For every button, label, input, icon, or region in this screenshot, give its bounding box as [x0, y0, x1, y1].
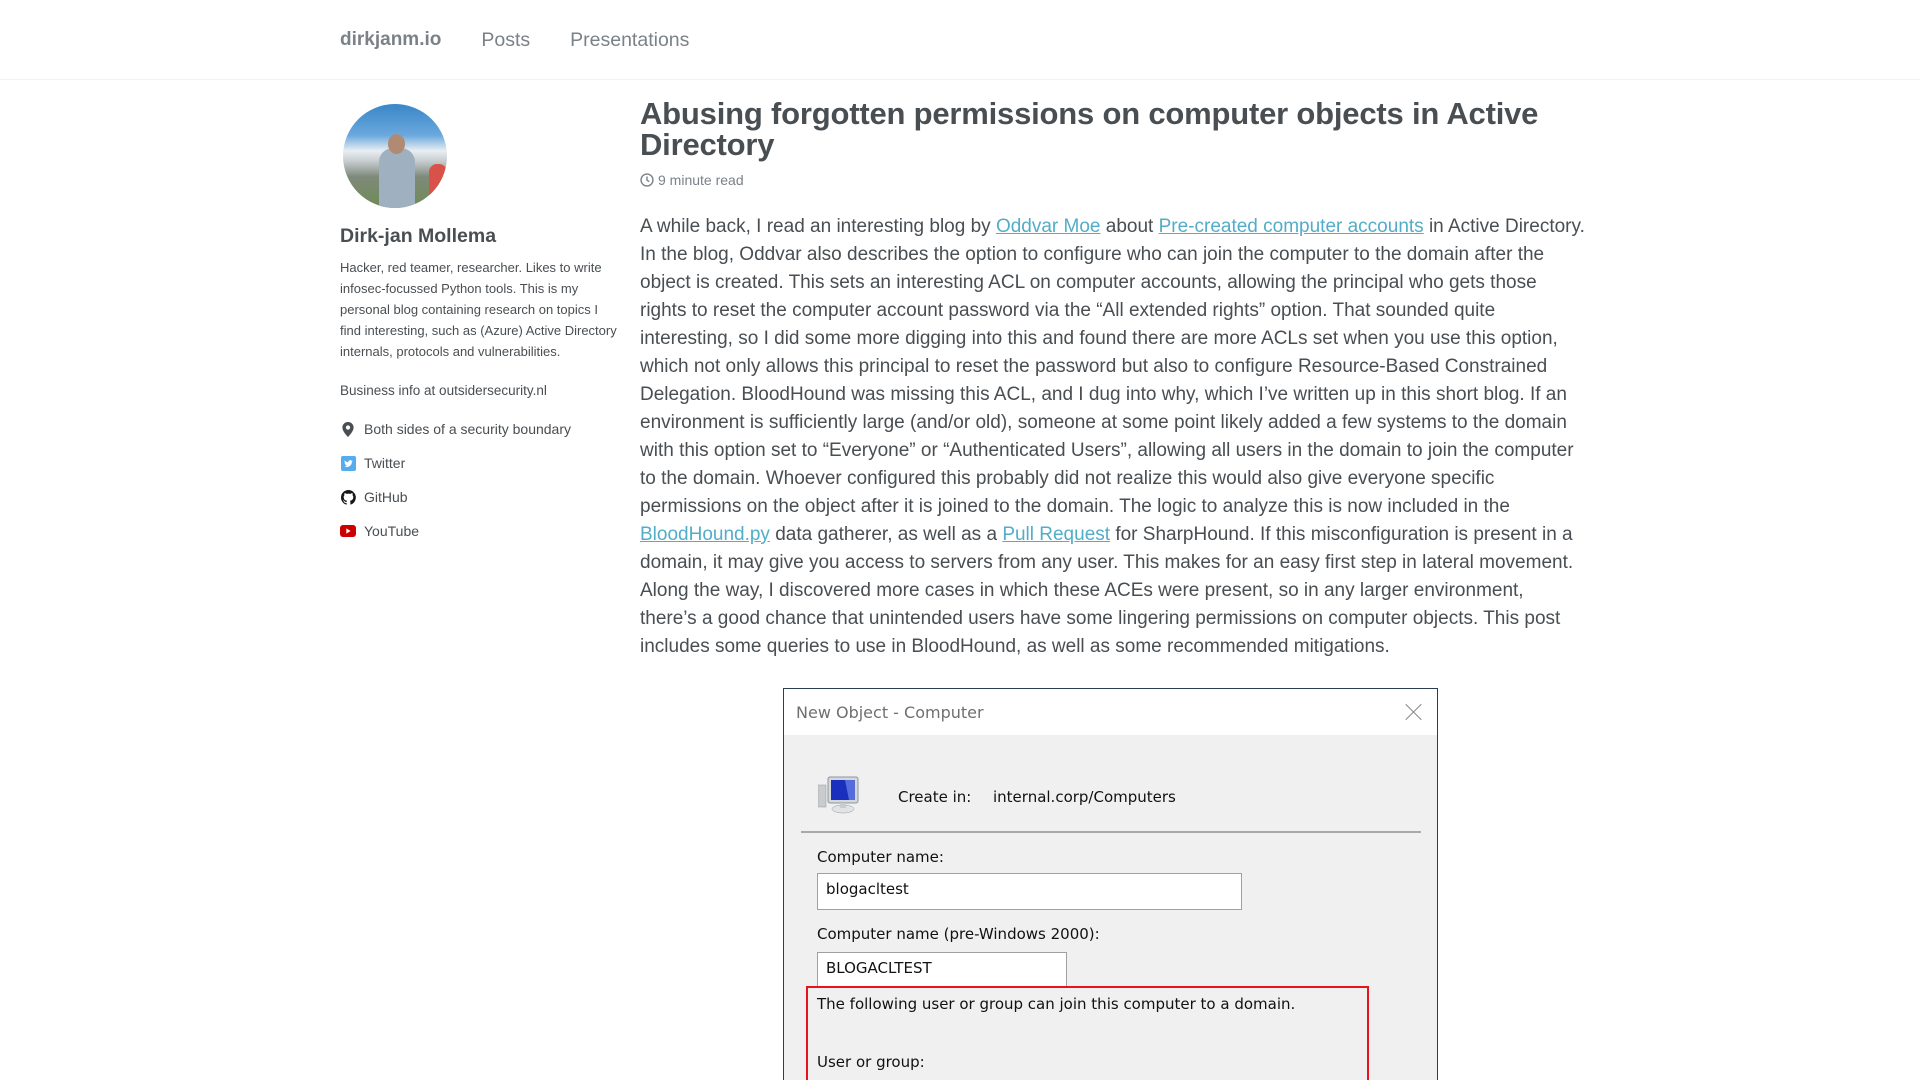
link-bloodhound-py[interactable]: BloodHound.py [640, 524, 770, 545]
masthead [0, 0, 1920, 80]
page-title: Abusing forgotten permissions on computer objects in Active Directory [640, 96, 1539, 162]
link-pull-request[interactable]: Pull Request [1002, 524, 1111, 545]
avatar-head-shape [388, 134, 405, 154]
close-icon [1405, 703, 1423, 721]
avatar-person-shape [379, 148, 415, 208]
site-title-link[interactable]: dirkjanm.io [340, 29, 442, 50]
twitter-icon [340, 455, 356, 471]
site-nav [340, 0, 729, 80]
computer-name-field: blogacltest [817, 873, 1242, 910]
map-marker-icon [340, 421, 356, 437]
business-info: Business info at outsidersecurity.nl [340, 383, 547, 398]
github-icon [340, 489, 356, 505]
intro-text-2: about [1100, 216, 1159, 237]
computer-name-label: Computer name: [817, 848, 944, 866]
author-name: Dirk-jan Mollema [340, 225, 497, 247]
intro-text-3: in Active Directory. In the blog, Oddvar also describes the option to configure who can join the computer to the domain after the object is created. This sets an interesting ACL on computer accounts, allowing the principal who gets those rights to reset the computer account password via the “All extended rights” option. That sounded quite interesting, so I did some more digging into this and found there are more ACLs set when you use this option, which not only allows this principal to reset the password but also to configure Resource-Based Constrained Delegation. BloodHound was missing this ACL, and I dug into why, which I’ve written up in this short blog. If an environment is sufficiently large (and/or old), someone at some point likely added a few systems to the domain with this option set to “Everyone” or “Authenticated Users”, allowing all users in the domain to join the computer to the domain. Whoever configured this probably did not realize this would also give everyone specific permissions on the object after it is joined to the domain. The logic to analyze this is now included in the [640, 216, 1585, 517]
dialog-titlebar [784, 689, 1437, 735]
github-link[interactable]: GitHub [364, 489, 408, 505]
intro-text-4: data gatherer, as well as a [769, 524, 1003, 545]
intro-text-1: A while back, I read an interesting blog by [640, 216, 996, 237]
computer-name-pre2000-field: BLOGACLTEST [817, 952, 1067, 987]
clock-icon [640, 173, 654, 187]
read-time-label: 9 minute read [658, 172, 744, 188]
author-location [340, 412, 620, 446]
computer-name-pre2000-label: Computer name (pre-Windows 2000): [817, 925, 1100, 943]
avatar [343, 104, 447, 208]
computer-icon [818, 775, 862, 815]
author-link-github[interactable] [340, 480, 620, 514]
author-link-youtube[interactable] [340, 514, 620, 548]
join-permission-text: The following user or group can join this computer to a domain. [817, 995, 1296, 1013]
dialog-title: New Object - Computer [796, 702, 984, 722]
dialog-separator [801, 831, 1421, 833]
intro-paragraph [640, 213, 1585, 661]
link-oddvar-moe[interactable]: Oddvar Moe [995, 216, 1101, 237]
nav-presentations[interactable]: Presentations [570, 28, 690, 51]
author-links [340, 412, 620, 548]
create-in-label: Create in: [898, 788, 972, 806]
author-sidebar [340, 104, 620, 548]
new-object-computer-screenshot [783, 688, 1438, 1080]
avatar-bystander-shape [429, 164, 447, 204]
link-pre-created-accounts[interactable]: Pre-created computer accounts [1158, 216, 1424, 237]
article [640, 98, 1585, 661]
youtube-icon [340, 523, 356, 539]
author-link-twitter[interactable] [340, 446, 620, 480]
author-bio: Hacker, red teamer, researcher. Likes to write infosec-focussed Python tools. This is my personal blog containing research on topics I find interesting, such as (Azure) Active Directory internals, protocols and vulnerabilities. [340, 260, 617, 359]
author-location-label: Both sides of a security boundary [364, 421, 572, 437]
intro-text-5: for SharpHound. If this misconfiguration is present in a domain, it may give you access to servers from any user. This makes for an easy first step in lateral movement. Along the way, I discovered more cases in which these ACEs were present, so in any larger environment, there’s a good chance that unintended users have some lingering permissions on computer objects. This post includes some queries to use in BloodHound, as well as some recommended mitigations. [640, 524, 1574, 657]
youtube-link[interactable]: YouTube [364, 523, 420, 539]
create-in-value: internal.corp/Computers [993, 788, 1176, 806]
twitter-link[interactable]: Twitter [364, 455, 406, 471]
nav-posts[interactable]: Posts [481, 28, 531, 51]
read-time [640, 172, 1585, 188]
user-or-group-label: User or group: [817, 1053, 925, 1071]
